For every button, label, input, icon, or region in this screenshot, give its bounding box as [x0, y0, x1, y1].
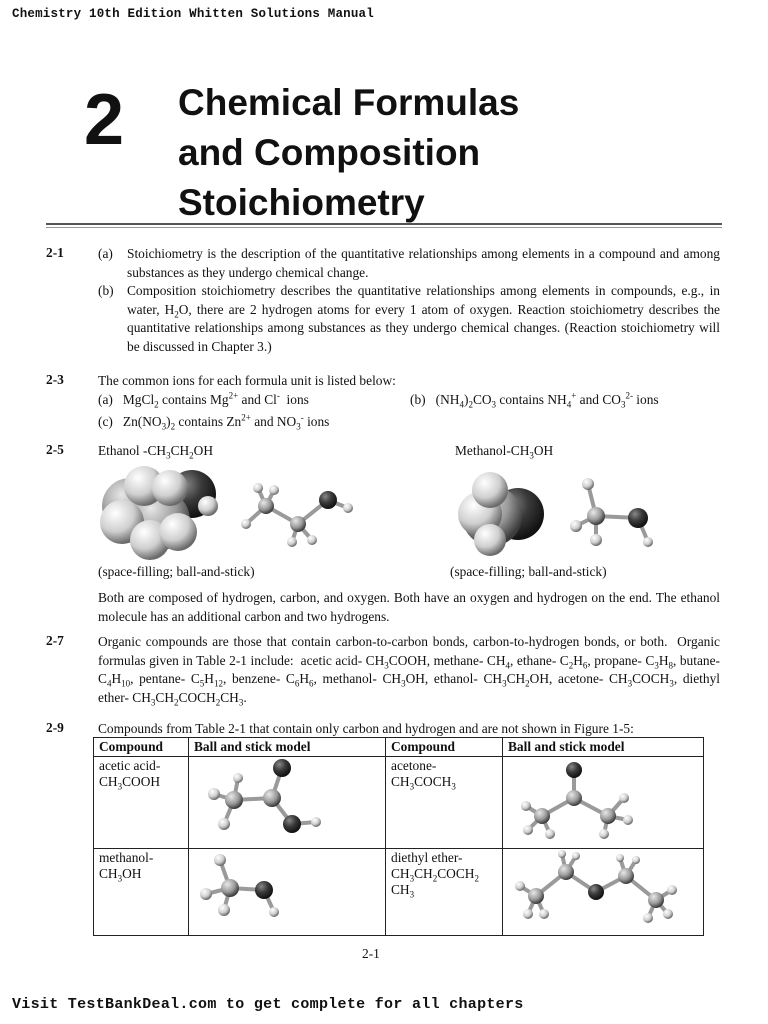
methanol-space-filling-model	[452, 468, 548, 558]
compound-diethyl-ether: diethyl ether- $CH_3CH_2COCH_2$ $CH_3$	[386, 849, 503, 936]
problem-2-3-a: (a) MgCl$_2$ contains $Mg^{2+}$ and Cl- ions	[98, 390, 309, 410]
acetic-acid-model-cell	[189, 757, 386, 849]
column-header: Compound	[386, 738, 503, 757]
methanol-label: Methanol-$CH_3OH$	[455, 443, 554, 461]
diethyl-ether-model-cell	[503, 849, 704, 936]
column-header: Compound	[94, 738, 189, 757]
column-header: Ball and stick model	[189, 738, 386, 757]
compound-table	[93, 737, 704, 936]
compound-acetic-acid: acetic acid- $CH_3COOH$	[94, 757, 189, 849]
diethyl-ether-ball-and-stick-model	[508, 850, 688, 934]
problem-2-7-text: Organic compounds are those that contain carbon-to-carbon bonds, carbon-to-hydrogen bonds, or both. Organic formulas given in Table 2-1 include: acetic acid- $CH_3COOH$, methane- $CH_4$, ethane- $C_2H_6$, propane- $C_3H_8$, butane- $C_4H_{10}$, pentane- $C_5H_{12}$, benzene- $C_6H_6$, methanol- $CH_3OH$, ethanol- $CH_3CH_2OH$, acetone- $CH_3COCH_3$, diethyl ether- $CH_3CH_2COCH_2CH_3$.	[98, 634, 721, 708]
ethanol-space-filling-model	[98, 462, 223, 562]
title-rule	[46, 223, 722, 228]
chapter-title-line: Chemical Formulas	[178, 82, 520, 123]
page-number: 2-1	[362, 946, 380, 961]
acetic-acid-ball-and-stick-model	[194, 758, 324, 842]
compound-methanol: methanol- $CH_3OH$	[94, 849, 189, 936]
table-row	[94, 757, 704, 849]
compound-acetone: acetone- $CH_3COCH_3$	[386, 757, 503, 849]
problem-number: 2-9	[46, 720, 64, 735]
table-row	[94, 849, 704, 936]
problem-2-1b-text: Composition stoichiometry describes the quantitative relationships among elements in compounds, e.g., in water, $H_2O$, there are 2 hydrogen atoms for every 1 atom of oxygen. Reaction stoichiometry describes the quantitative relationships among substances as they undergo chemical changes. (Reaction stoichiometry will be discussed in Chapter 3.)	[127, 283, 720, 354]
problem-2-3-b: (b) $(NH_4)_2CO_3$ contains $NH_4^+$ and $CO_3^{2-}$ ions	[410, 390, 659, 410]
acetone-ball-and-stick-model	[508, 758, 648, 842]
chapter-title-line: and Composition	[178, 132, 481, 173]
top-banner: Chemistry 10th Edition Whitten Solutions Manual	[12, 7, 374, 21]
problem-2-3-c: (c) $Zn(NO_3)_2$ contains $Zn^{2+}$ and $NO_3^-$ ions	[98, 412, 330, 432]
problem-number: 2-1	[46, 245, 64, 260]
part-label: (b)	[98, 283, 114, 298]
methanol-model-cell	[189, 849, 386, 936]
problem-2-5-text: Both are composed of hydrogen, carbon, and oxygen. Both have an oxygen and hydrogen on the end. The ethanol molecule has an additional carbon and two hydrogens.	[98, 590, 720, 624]
problem-2-1a-text: Stoichiometry is the description of the quantitative relationships among elements in a compound and among substances as they undergo chemical change.	[127, 246, 720, 280]
problem-number: 2-5	[46, 442, 64, 457]
ethanol-ball-and-stick-model	[236, 478, 358, 554]
problem-number: 2-3	[46, 372, 64, 387]
table-header-row	[94, 738, 704, 757]
chapter-title	[178, 78, 519, 228]
problem-2-9-intro: Compounds from Table 2-1 that contain only carbon and hydrogen and are not shown in Figure 1-5:	[98, 721, 634, 736]
methanol-table-ball-and-stick-model	[194, 850, 294, 926]
bottom-banner-link[interactable]: Visit TestBankDeal.com to get complete for all chapters	[12, 996, 524, 1013]
acetone-model-cell	[503, 757, 704, 849]
problem-number: 2-7	[46, 633, 64, 648]
problem-2-3-intro: The common ions for each formula unit is listed below:	[98, 373, 396, 388]
chapter-title-line: Stoichiometry	[178, 182, 425, 223]
part-label: (a)	[98, 246, 113, 261]
ethanol-caption: (space-filling; ball-and-stick)	[98, 564, 255, 579]
ethanol-label: Ethanol $-CH_3CH_2OH$	[98, 443, 214, 461]
methanol-ball-and-stick-model	[566, 474, 662, 554]
column-header: Ball and stick model	[503, 738, 704, 757]
chapter-number: 2	[84, 80, 125, 160]
methanol-caption: (space-filling; ball-and-stick)	[450, 564, 607, 579]
